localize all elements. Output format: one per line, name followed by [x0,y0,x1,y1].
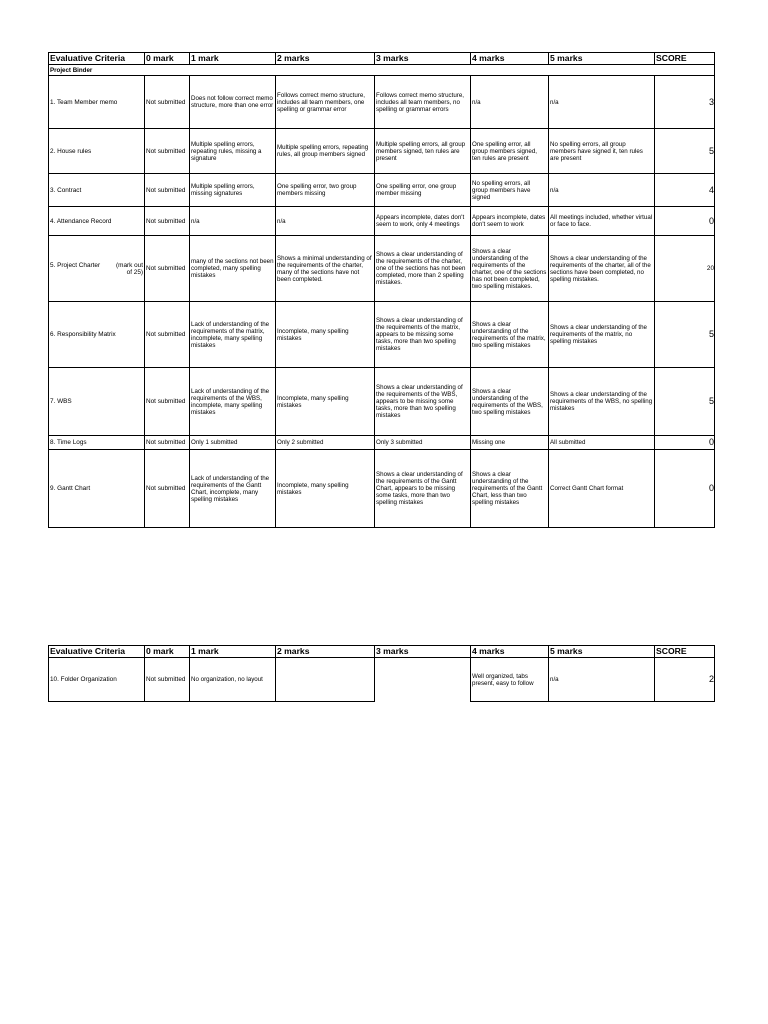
mark-4-cell: Appears incomplete, dates don't seem to work [471,207,549,236]
score-cell: 5 [655,129,715,174]
mark-1-cell: Multiple spelling errors, missing signatures [190,174,276,207]
criteria-cell: 10. Folder Organization [49,658,145,702]
mark-0-cell: Not submitted [145,129,190,174]
header-4-marks: 4 marks [471,53,549,65]
mark-5-cell: No spelling errors, all group members have signed it, ten rules are present [549,129,655,174]
header-5-marks: 5 marks [549,53,655,65]
header-3-marks: 3 marks [375,53,471,65]
mark-5-cell: Shows a clear understanding of the requirements of the WBS, no spelling mistakes [549,368,655,436]
mark-4-cell: Missing one [471,436,549,450]
mark-2-cell: One spelling error, two group members missing [276,174,375,207]
mark-5-cell: Correct Gantt Chart format [549,450,655,528]
mark-5-cell: n/a [549,76,655,129]
mark-5-cell: All submitted [549,436,655,450]
table-row [49,207,715,236]
header-criteria: Evaluative Criteria [49,53,145,65]
mark-0-cell: Not submitted [145,174,190,207]
mark-0-cell: Not submitted [145,76,190,129]
score-cell: 0 [655,207,715,236]
mark-2-cell: n/a [276,207,375,236]
mark-4-cell: One spelling error, all group members signed, ten rules are present [471,129,549,174]
table-row [49,76,715,129]
mark-4-cell: No spelling errors, all group members have signed [471,174,549,207]
header-row [49,646,715,658]
table-row [49,658,715,702]
header-score: SCORE [655,646,715,658]
mark-0-cell: Not submitted [145,236,190,302]
table-row [49,236,715,302]
mark-4-cell: Shows a clear understanding of the requirements of the WBS, two spelling mistakes [471,368,549,436]
criteria-cell: 9. Gantt Chart [49,450,145,528]
criteria-cell: 6. Responsibility Matrix [49,302,145,368]
mark-1-cell: Multiple spelling errors, repeating rules, missing a signature [190,129,276,174]
table-row [49,302,715,368]
header-1-mark: 1 mark [190,646,276,658]
mark-1-cell: n/a [190,207,276,236]
mark-1-cell: many of the sections not been completed, many spelling mistakes [190,236,276,302]
criteria-cell: 7. WBS [49,368,145,436]
score-cell: 20 [655,236,715,302]
mark-2-cell: Shows a minimal understanding of the requirements of the charter, many of the sections have not been completed. [276,236,375,302]
header-1-mark: 1 mark [190,53,276,65]
mark-3-cell: Shows a clear understanding of the requirements of the WBS, appears to be missing some tasks, more than two spelling mistakes [375,368,471,436]
mark-1-cell: Does not follow correct memo structure, more than one error [190,76,276,129]
mark-4-cell: Shows a clear understanding of the requirements of the charter, one of the sections has not been completed, two spelling mistakes. [471,236,549,302]
section-row [49,65,715,76]
mark-1-cell: Only 1 submitted [190,436,276,450]
mark-2-cell [276,658,375,702]
header-5-marks: 5 marks [549,646,655,658]
mark-0-cell: Not submitted [145,436,190,450]
mark-3-cell: Multiple spelling errors, all group members signed, ten rules are present [375,129,471,174]
score-cell: 4 [655,174,715,207]
mark-3-cell: Appears incomplete, dates don't seem to work, only 4 meetings [375,207,471,236]
mark-3-cell [375,658,471,702]
mark-1-cell: Lack of understanding of the requirements of the matrix, incomplete, many spelling mistakes [190,302,276,368]
mark-5-cell: Shows a clear understanding of the requirements of the matrix, no spelling mistakes [549,302,655,368]
header-0-mark: 0 mark [145,53,190,65]
criteria-cell: 2. House rules [49,129,145,174]
score-cell: 0 [655,436,715,450]
mark-4-cell: Shows a clear understanding of the requirements of the Gantt Chart, less than two spelling mistakes [471,450,549,528]
score-cell: 0 [655,450,715,528]
mark-3-cell: Shows a clear understanding of the requirements of the matrix, appears to be missing some tasks, more than two spelling mistakes [375,302,471,368]
section-title: Project Binder [49,65,715,76]
mark-0-cell: Not submitted [145,302,190,368]
mark-5-cell: All meetings included, whether virtual or face to face. [549,207,655,236]
table-row [49,436,715,450]
criteria-note: (mark out of 25) [116,261,143,276]
criteria-label: 5. Project Charter [50,261,101,269]
mark-4-cell: Well organized, tabs present, easy to follow [471,658,549,702]
header-4-marks: 4 marks [471,646,549,658]
table-row [49,174,715,207]
mark-2-cell: Incomplete, many spelling mistakes [276,368,375,436]
score-cell: 2 [655,658,715,702]
mark-1-cell: Lack of understanding of the requirements of the WBS, incomplete, many spelling mistakes [190,368,276,436]
rubric-table-folder [48,645,715,702]
criteria-cell: 3. Contract [49,174,145,207]
mark-1-cell: No organization, no layout [190,658,276,702]
mark-5-cell: n/a [549,174,655,207]
mark-5-cell: Shows a clear understanding of the requirements of the charter, all of the sections have been completed, no spelling mistakes. [549,236,655,302]
charter-criteria-wrap [50,262,143,276]
score-cell: 5 [655,302,715,368]
criteria-cell: 1. Team Member memo [49,76,145,129]
mark-3-cell: Shows a clear understanding of the requirements of the Gantt Chart, appears to be missing some tasks, more than two spelling mistakes [375,450,471,528]
mark-2-cell: Incomplete, many spelling mistakes [276,450,375,528]
header-2-marks: 2 marks [276,53,375,65]
header-3-marks: 3 marks [375,646,471,658]
header-score: SCORE [655,53,715,65]
mark-3-cell: Only 3 submitted [375,436,471,450]
mark-2-cell: Only 2 submitted [276,436,375,450]
mark-4-cell: n/a [471,76,549,129]
mark-2-cell: Follows correct memo structure, includes all team members, one spelling or grammar error [276,76,375,129]
mark-5-cell: n/a [549,658,655,702]
mark-3-cell: One spelling error, one group member missing [375,174,471,207]
mark-0-cell: Not submitted [145,450,190,528]
criteria-cell: 4. Attendance Record [49,207,145,236]
score-cell: 5 [655,368,715,436]
criteria-cell [49,236,145,302]
header-row [49,53,715,65]
header-criteria: Evaluative Criteria [49,646,145,658]
mark-0-cell: Not submitted [145,368,190,436]
mark-3-cell: Shows a clear understanding of the requirements of the charter, one of the sections has not been completed, more than 2 spelling mistakes. [375,236,471,302]
table-row [49,129,715,174]
mark-0-cell: Not submitted [145,207,190,236]
score-cell: 3 [655,76,715,129]
table-row [49,450,715,528]
mark-4-cell: Shows a clear understanding of the requirements of the matrix, two spelling mistakes [471,302,549,368]
mark-0-cell: Not submitted [145,658,190,702]
mark-3-cell: Follows correct memo structure, includes all team members, no spelling or grammar errors [375,76,471,129]
header-0-mark: 0 mark [145,646,190,658]
table-row [49,368,715,436]
criteria-cell: 8. Time Logs [49,436,145,450]
mark-2-cell: Incomplete, many spelling mistakes [276,302,375,368]
rubric-table-project-binder [48,52,715,528]
mark-2-cell: Multiple spelling errors, repeating rules, all group members signed [276,129,375,174]
mark-1-cell: Lack of understanding of the requirements of the Gantt Chart, incomplete, many spelling mistakes [190,450,276,528]
header-2-marks: 2 marks [276,646,375,658]
